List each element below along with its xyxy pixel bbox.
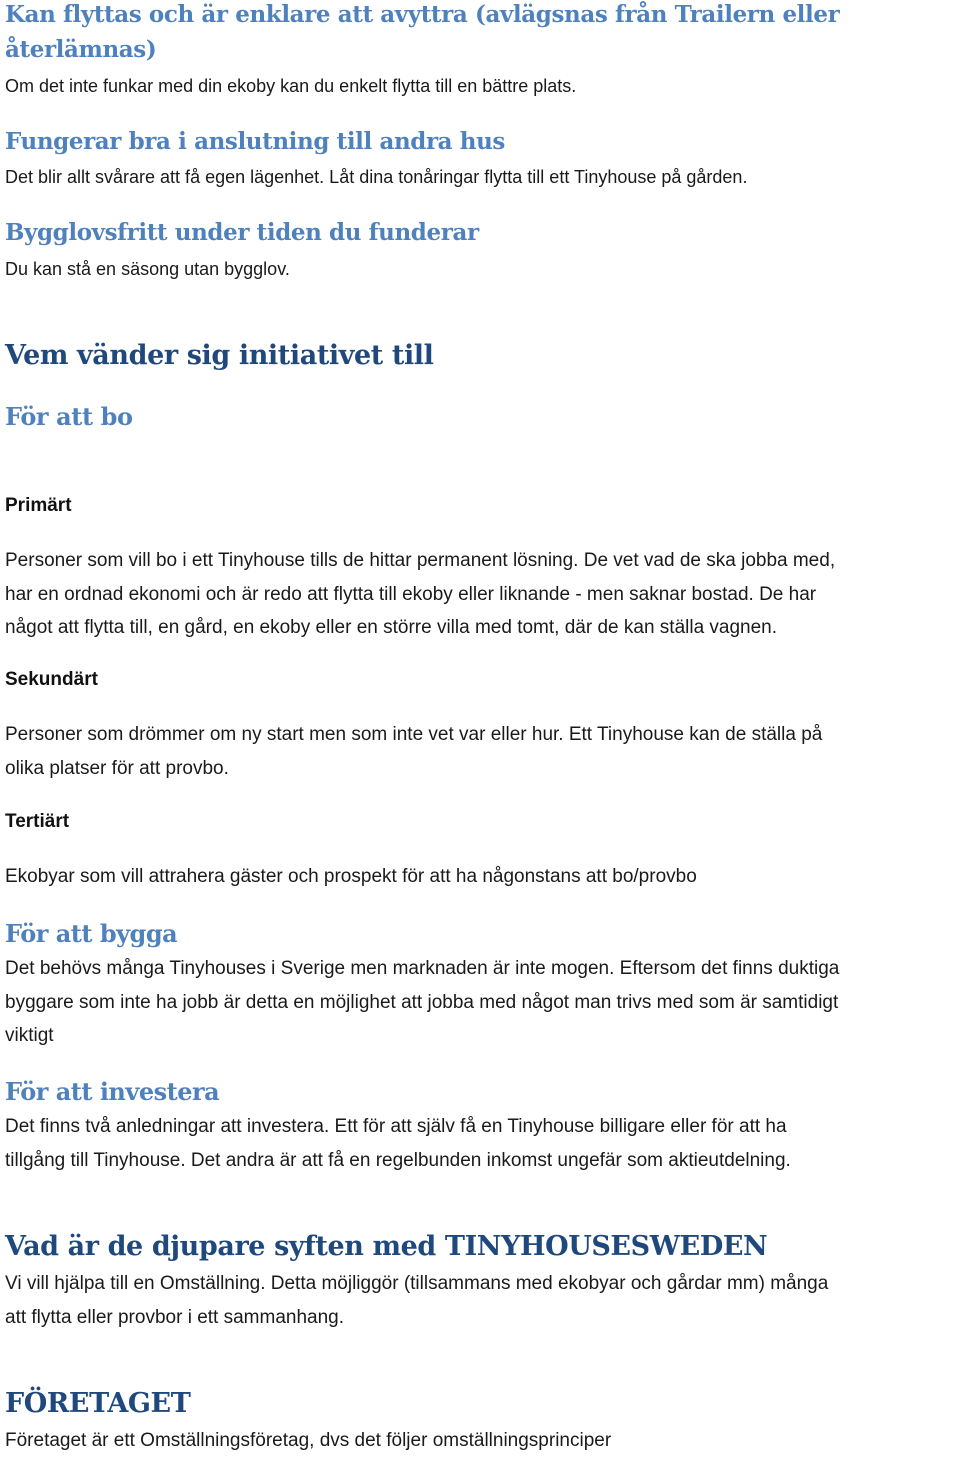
text-line: olika platser för att provbo. [5,757,229,779]
paragraph-primart [5,544,835,645]
heading-kan-flyttas [5,0,839,65]
paragraph-for-att-investera [5,1110,791,1177]
heading-for-att-investera: För att investera [5,1077,220,1106]
paragraph-kan-flyttas: Om det inte funkar med din ekoby kan du enkelt flytta till en bättre plats. [5,76,577,96]
text-line: tillgång till Tinyhouse. Det andra är att få en regelbunden inkomst ungefär som aktieutdelning. [5,1149,791,1171]
paragraph-foretaget: Företaget är ett Omställningsföretag, dvs det följer omställningsprinciper [5,1430,612,1451]
paragraph-bygglovsfritt: Du kan stå en säsong utan bygglov. [5,259,290,279]
label-tertiart: Tertiärt [5,811,70,832]
text-line: byggare som inte ha jobb är detta en möjlighet att jobba med något man trivs med som är samtidigt [5,991,839,1013]
text-line: Det behövs många Tinyhouses i Sverige men marknaden är inte mogen. Eftersom det finns duktiga [5,958,840,979]
paragraph-tertiart: Ekobyar som vill attrahera gäster och prospekt för att ha någonstans att bo/provbo [5,866,697,887]
text-line: Det finns två anledningar att investera. Ett för att själv få en Tinyhouse billigare eller för att ha [5,1116,787,1137]
label-sekundart: Sekundärt [5,669,98,690]
heading-line: återlämnas) [5,36,157,63]
heading-foretaget: FÖRETAGET [5,1388,191,1419]
label-primart: Primärt [5,495,72,516]
text-line: Personer som vill bo i ett Tinyhouse tills de hittar permanent lösning. De vet vad de ska jobba med, [5,550,836,571]
text-line: har en ordnad ekonomi och är redo att flytta till ekoby eller liknande - men saknar bostad. De har [5,583,817,605]
paragraph-fungerar-bra: Det blir allt svårare att få egen lägenhet. Låt dina tonåringar flytta till ett Tinyhouse på gården. [5,167,748,187]
text-line: Personer som drömmer om ny start men som inte vet var eller hur. Ett Tinyhouse kan de ställa på [5,724,823,745]
paragraph-djupare-syften [5,1267,828,1334]
heading-line: Kan flyttas och är enklare att avyttra (avlägsnas från Trailern eller [5,1,840,28]
heading-for-att-bo: För att bo [5,402,133,431]
heading-for-att-bygga: För att bygga [5,919,178,948]
paragraph-sekundart [5,718,822,785]
paragraph-for-att-bygga [5,952,839,1053]
heading-djupare-syften: Vad är de djupare syften med TINYHOUSESWEDEN [5,1231,768,1262]
text-line: Vi vill hjälpa till en Omställning. Detta möjliggör (tillsammans med ekobyar och gårdar mm) många [5,1273,829,1294]
heading-vem-vander-sig: Vem vänder sig initiativet till [5,340,434,371]
text-line: något att flytta till, en gård, en ekoby eller en större villa med tomt, där de kan ställa vagnen. [5,617,778,638]
text-line: viktigt [5,1025,54,1046]
heading-bygglovsfritt: Bygglovsfritt under tiden du funderar [5,219,479,246]
heading-fungerar-bra: Fungerar bra i anslutning till andra hus [5,128,505,155]
text-line: att flytta eller provbor i ett sammanhang. [5,1306,344,1328]
